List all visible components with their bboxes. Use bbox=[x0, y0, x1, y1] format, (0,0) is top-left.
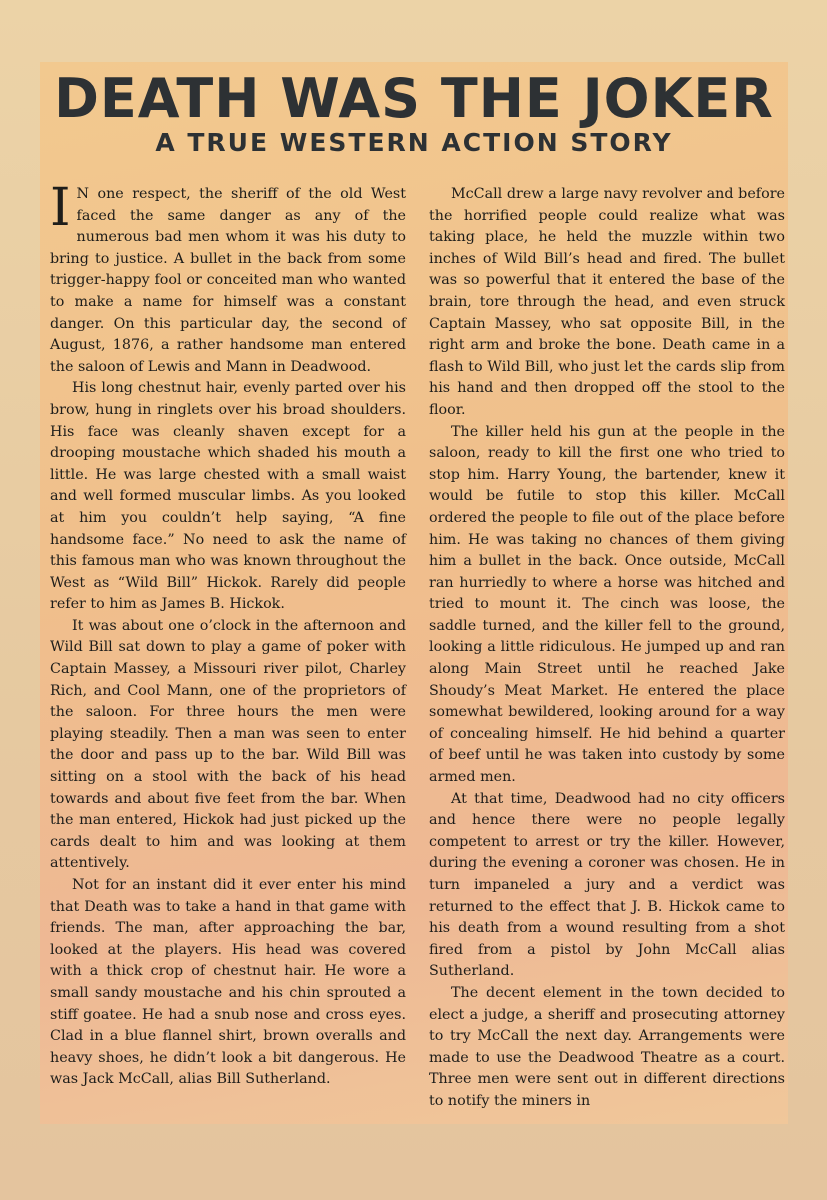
left-column bbox=[50, 178, 406, 1091]
right-column bbox=[429, 184, 785, 1113]
paragraph-3: It was about one o’clock in the afternoon and Wild Bill sat down to play a game of poker with Captain Massey, a Missouri river pilot, Charley Rich, and Cool Mann, one of the proprietors of the saloon. For three hours the men were playing steadily. Then a man was seen to enter the door and pass up to the bar. Wild Bill was sitting on a stool with the back of his head towards and about five feet from the bar. When the man entered, Hickok had just picked up the cards dealt to him and was looking at them attentively. bbox=[50, 617, 406, 872]
paragraph-4: Not for an instant did it ever enter his mind that Death was to take a hand in that game with friends. The man, after approaching the bar, looked at the players. His head was covered with a thick crop of chestnut hair. He wore a small sandy moustache and his chin sprouted a stiff goatee. He had a snub nose and cross eyes. Clad in a blue flannel shirt, brown overalls and heavy shoes, he didn’t look a bit dangerous. He was Jack McCall, alias Bill Sutherland. bbox=[50, 877, 406, 1088]
story-panel bbox=[40, 62, 788, 1124]
story-subtitle: A TRUE WESTERN ACTION STORY bbox=[155, 128, 673, 157]
drop-cap: I bbox=[50, 178, 71, 238]
story-title: DEATH WAS THE JOKER bbox=[54, 67, 774, 130]
paragraph-1 bbox=[50, 178, 406, 378]
paragraph-5: McCall drew a large navy revolver and before the horrified people could realize what was taking place, he held the muzzle within two inches of Wild Bill’s head and fired. The bullet was so powerful that it entered the base of the brain, tore through the head, and even struck Captain Massey, who sat opposite Bill, in the right arm and broke the bone. Death came in a flash to Wild Bill, who just let the cards slip from his hand and then dropped off the stool to the floor. bbox=[429, 186, 785, 418]
paragraph-7: At that time, Deadwood had no city officers and hence there were no people legally competent to arrest or try the killer. However, during the evening a coroner was chosen. He in turn impaneled a jury and a verdict was returned to the effect that J. B. Hickok came to his death from a wound resulting from a shot fired from a pistol by John McCall alias Sutherland. bbox=[429, 790, 785, 980]
paragraph-8: The decent element in the town decided to elect a judge, a sheriff and prosecuting attorney to try McCall the next day. Arrangements were made to use the Deadwood Theatre as a court. Three men were sent out in different directions to notify the miners in bbox=[429, 984, 785, 1109]
paragraph-6: The killer held his gun at the people in the saloon, ready to kill the first one who tried to stop him. Harry Young, the bartender, knew it would be futile to stop this killer. McCall ordered the people to file out of the place before him. He was taking no chances of them giving him a bullet in the back. Once outside, McCall ran hurriedly to where a horse was hitched and tried to mount it. The cinch was loose, the saddle turned, and the killer fell to the ground, looking a little ridiculous. He jumped up and ran along Main Street until he reached Jake Shoudy’s Meat Market. He entered the place somewhat bewildered, looking around for a way of concealing himself. He hid behind a quarter of beef until he was taken into custody by some armed men. bbox=[429, 423, 785, 786]
paragraph-2: His long chestnut hair, evenly parted over his brow, hung in ringlets over his broad shoulders. His face was cleanly shaven except for a drooping moustache which shaded his mouth a little. He was large chested with a small waist and well formed muscular limbs. As you looked at him you couldn’t help saying, “A fine handsome face.” No need to ask the name of this famous man who was known throughout the West as “Wild Bill” Hickok. Rarely did people refer to him as James B. Hickok. bbox=[50, 380, 406, 613]
paragraph-1-text: N one respect, the sheriff of the old West faced the same danger as any of the numerous bad men whom it was his duty to bring to justice. A bullet in the back from some trigger-happy fool or conceited man who wanted to make a name for himself was a constant danger. On this particular day, the second of August, 1876, a rather handsome man entered the saloon of Lewis and Mann in Deadwood. bbox=[50, 186, 406, 375]
